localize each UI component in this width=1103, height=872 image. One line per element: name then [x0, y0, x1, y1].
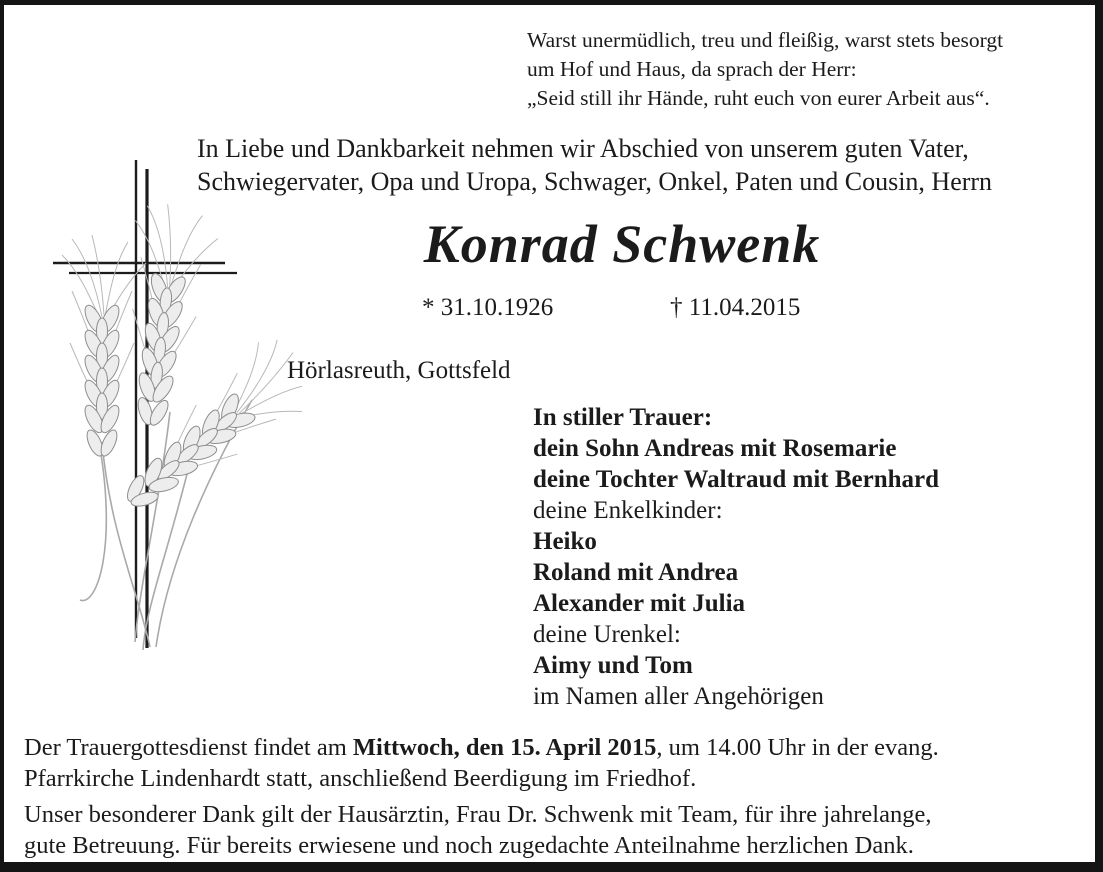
mourner-line: Roland mit Andrea: [533, 559, 739, 586]
death-date: † 11.04.2015: [670, 294, 801, 321]
mourners-heading: In stiller Trauer:: [533, 404, 713, 431]
mourner-line: deine Enkelkinder:: [533, 497, 723, 524]
epigraph-line: „Seid still ihr Hände, ruht euch von eurer Arbeit aus“.: [527, 86, 990, 110]
service-info: [24, 732, 939, 794]
wheat-ear: [111, 201, 222, 433]
service-text: , um 14.00 Uhr in der evang.: [656, 734, 939, 761]
cross-and-wheat-graphic: [40, 142, 302, 670]
mourner-line: Alexander mit Julia: [533, 590, 746, 617]
service-line: [24, 732, 939, 763]
epigraph-line: Warst unermüdlich, treu und fleißig, warst stets besorgt: [527, 28, 1004, 52]
intro-line: Schwiegervater, Opa und Uropa, Schwager, Onkel, Paten und Cousin, Herrn: [197, 167, 993, 196]
mourner-line: deine Urenkel:: [533, 621, 681, 648]
mourner-line: Heiko: [533, 528, 597, 555]
mourner-line: Aimy und Tom: [533, 652, 693, 679]
intro-line: In Liebe und Dankbarkeit nehmen wir Abschied von unserem guten Vater,: [197, 134, 969, 163]
service-date-bold: Mittwoch, den 15. April 2015: [352, 734, 657, 761]
mourner-line: deine Tochter Waltraud mit Bernhard: [533, 466, 940, 493]
wheat-ear: [62, 235, 146, 458]
epigraph-line: um Hof und Haus, da sprach der Herr:: [527, 57, 857, 81]
deceased-name: Konrad Schwenk: [423, 214, 821, 274]
service-text: Der Trauergottesdienst findet am: [24, 734, 353, 761]
thanks-text: [24, 799, 939, 861]
wheat-ear: [103, 330, 302, 538]
mourners-list: [533, 402, 939, 712]
bottom-paragraphs: [24, 732, 939, 861]
service-line: Pfarrkirche Lindenhardt statt, anschließend Beerdigung im Friedhof.: [24, 765, 697, 792]
birth-date: * 31.10.1926: [422, 294, 554, 321]
thanks-line: gute Betreuung. Für bereits erwiesene und noch zugedachte Anteilnahme herzlichen Dank.: [24, 832, 914, 859]
mourner-line: im Namen aller Angehörigen: [533, 683, 824, 710]
thanks-line: Unser besonderer Dank gilt der Hausärztin, Frau Dr. Schwenk mit Team, für ihre jahrelange,: [24, 801, 932, 828]
intro-text: [197, 132, 992, 198]
places-line: Hörlasreuth, Gottsfeld: [287, 357, 511, 384]
epigraph-verse: [527, 26, 1003, 113]
mourner-line: dein Sohn Andreas mit Rosemarie: [533, 435, 897, 462]
